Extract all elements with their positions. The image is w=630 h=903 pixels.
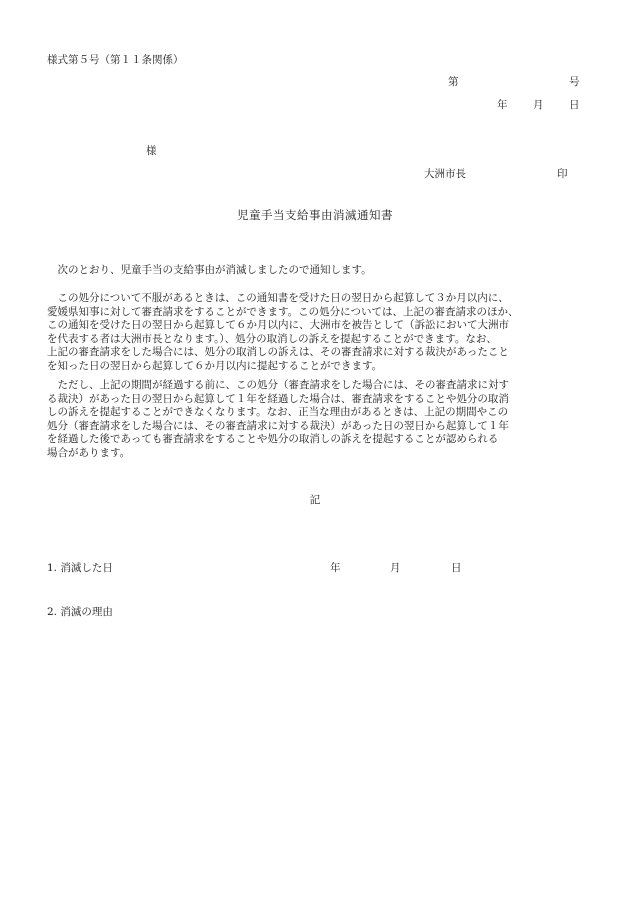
- seal-mark: 印: [557, 168, 568, 180]
- date-year-label: 年: [497, 99, 508, 111]
- paragraph-line: しの訴えを提起することができなくなります。なお、正当な理由があるときは、上記の期間やこの: [47, 406, 509, 418]
- paragraph-line: る裁決）があった日の翌日から起算して１年を経過した場合は、審査請求をすることや処分の取消: [47, 392, 509, 405]
- form-label: 様式第５号（第１１条関係）: [47, 54, 184, 66]
- issuer-name: 大洲市長: [424, 168, 466, 180]
- paragraph-line: を知った日の翌日から起算して６か月以内に提起することができます。: [47, 359, 383, 372]
- paragraph-line: 場合があります。: [47, 446, 131, 459]
- document-title: 児童手当支給事由消滅通知書: [237, 208, 393, 222]
- paragraph-line: この処分について不服があるときは、この通知書を受けた日の翌日から起算して３か月以内に、: [57, 292, 509, 304]
- item-extinction-month: 月: [390, 562, 401, 574]
- number-suffix: 号: [569, 76, 580, 88]
- appeal-paragraph-2: [47, 379, 587, 460]
- item-extinction-reason-label: 2. 消滅の理由: [47, 606, 113, 618]
- addressee-honorific: 様: [146, 145, 157, 157]
- paragraph-line: この通知を受けた日の翌日から起算して６か月以内に、大洲市を被告として（訴訟において大洲市: [47, 319, 509, 331]
- ki-heading: 記: [309, 494, 321, 506]
- paragraph-line: ただし、上記の期間が経過する前に、この処分（審査請求をした場合には、その審査請求に対す: [57, 379, 509, 391]
- paragraph-line: 愛媛県知事に対して審査請求をすることができます。この処分については、上記の審査請求のほか、: [47, 305, 519, 318]
- appeal-paragraph-1: [47, 292, 587, 373]
- intro-text: 次のとおり、児童手当の支給事由が消滅しましたので通知します。: [57, 264, 372, 276]
- paragraph-line: を代表する者は大洲市長となります。）、処分の取消しの訴えを提起することができます。なお、: [47, 332, 497, 345]
- paragraph-line: 上記の審査請求をした場合には、処分の取消しの訴えは、その審査請求に対する裁決があったこと: [47, 346, 509, 358]
- number-prefix: 第: [448, 76, 459, 88]
- date-day-label: 日: [569, 99, 580, 111]
- paragraph-line: 処分（審査請求をした場合には、その審査請求に対する裁決）があった日の翌日から起算して１年: [47, 419, 509, 432]
- item-extinction-day: 日: [451, 562, 462, 574]
- paragraph-line: を経過した後であっても審査請求をすることや処分の取消しの訴えを提起することが認められる: [47, 433, 499, 445]
- date-month-label: 月: [533, 99, 544, 111]
- item-extinction-year: 年: [330, 562, 341, 574]
- item-extinction-date-label: 1. 消滅した日: [47, 562, 113, 574]
